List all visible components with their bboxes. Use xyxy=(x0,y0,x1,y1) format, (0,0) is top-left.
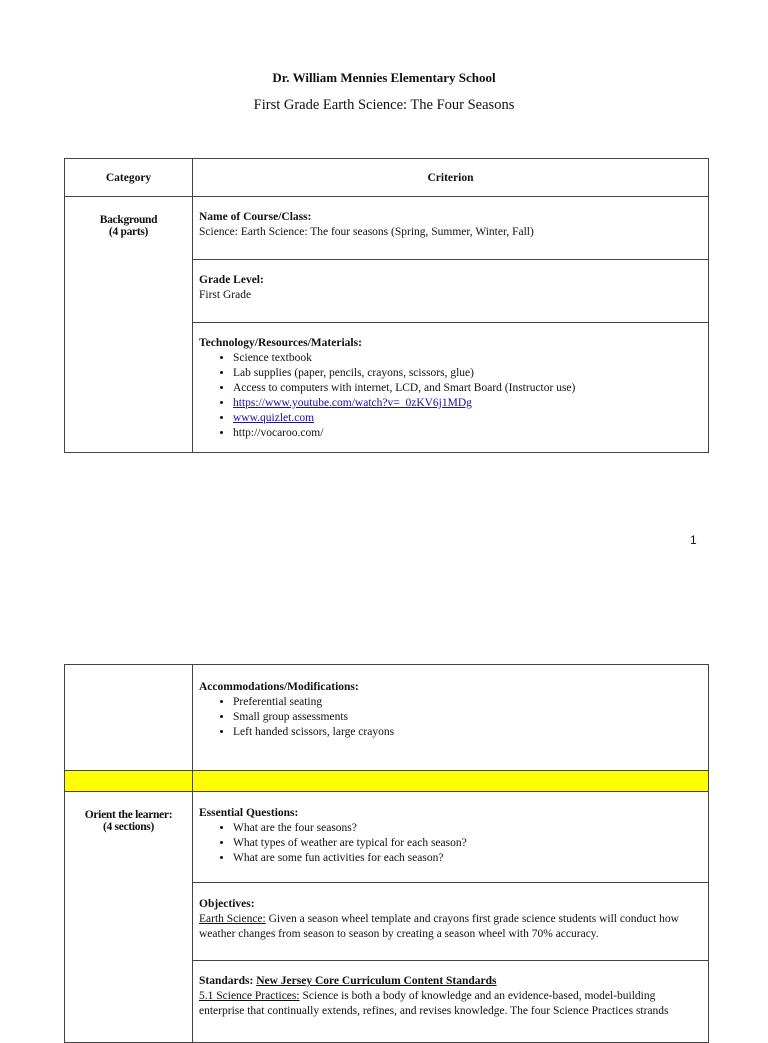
objectives-label: Objectives: xyxy=(199,898,255,910)
grade-label: Grade Level: xyxy=(199,273,264,286)
background-sub: (4 parts) xyxy=(108,226,149,238)
orient-category xyxy=(65,792,193,1043)
criteria-table-2 xyxy=(64,664,709,1043)
standard-prefix: 5.1 Science Practices: xyxy=(199,990,300,1002)
background-category xyxy=(65,197,193,453)
background-label: Background xyxy=(99,214,158,226)
course-value: Science: Earth Science: The four seasons (Spring, Summer, Winter, Fall) xyxy=(199,226,534,238)
criteria-table-1 xyxy=(64,158,709,453)
page-number: 1 xyxy=(690,533,697,547)
grade-cell xyxy=(193,259,709,322)
category-header: Category xyxy=(65,159,193,197)
essential-questions-list xyxy=(199,821,702,866)
document-title: First Grade Earth Science: The Four Seasons xyxy=(253,97,515,113)
essential-questions-cell xyxy=(193,792,709,883)
standards-cell xyxy=(193,961,709,1043)
objectives-cell xyxy=(193,883,709,961)
accommodation-item: • Left handed scissors, large crayons xyxy=(233,725,702,740)
essential-questions-label: Essential Questions: xyxy=(199,807,299,819)
standards-link[interactable]: New Jersey Core Curriculum Content Standards xyxy=(256,975,497,987)
question-item: • What types of weather are typical for each season? xyxy=(233,836,702,851)
question-item: • What are the four seasons? xyxy=(233,821,702,836)
accommodations-cell xyxy=(193,665,709,771)
school-name: Dr. William Mennies Elementary School xyxy=(272,70,496,85)
orient-label: Orient the learner: xyxy=(84,809,173,821)
tech-label: Technology/Resources/Materials: xyxy=(199,336,362,349)
standards-label: Standards: xyxy=(199,975,254,987)
grade-value: First Grade xyxy=(199,288,252,301)
objective-prefix: Earth Science: xyxy=(199,913,266,925)
accommodations-list xyxy=(199,695,702,740)
tech-item: • Lab supplies (paper, pencils, crayons, scissors, glue) xyxy=(233,366,702,381)
quizlet-link[interactable]: www.quizlet.com xyxy=(233,411,315,424)
youtube-link[interactable]: https://www.youtube.com/watch?v=_0zKV6j1MDg xyxy=(233,396,472,409)
orient-sub: (4 sections) xyxy=(102,821,154,833)
accommodation-item: • Preferential seating xyxy=(233,695,702,710)
tech-item: • Science textbook xyxy=(233,351,702,366)
accommodations-label: Accommodations/Modifications: xyxy=(199,681,359,693)
standard-text: Science is both a body of knowledge and an evidence-based, model-building enterprise that continually extends, refines, and revises knowledge. The four Science Practices strands xyxy=(199,990,669,1017)
tech-item: • http://vocaroo.com/ xyxy=(233,426,702,441)
objective-text: Given a season wheel template and crayons first grade science students will conduct how weather changes from season to season by creating a season wheel with 70% accuracy. xyxy=(199,913,679,940)
section-divider xyxy=(65,771,709,792)
tech-item: • Access to computers with internet, LCD, and Smart Board (Instructor use) xyxy=(233,381,702,396)
course-cell xyxy=(193,197,709,260)
question-item: • What are some fun activities for each season? xyxy=(233,851,702,866)
tech-cell xyxy=(193,322,709,452)
course-label: Name of Course/Class: xyxy=(199,211,312,223)
criterion-header: Criterion xyxy=(193,159,709,197)
blank-category xyxy=(65,665,193,771)
tech-list xyxy=(199,351,702,441)
accommodation-item: • Small group assessments xyxy=(233,710,702,725)
